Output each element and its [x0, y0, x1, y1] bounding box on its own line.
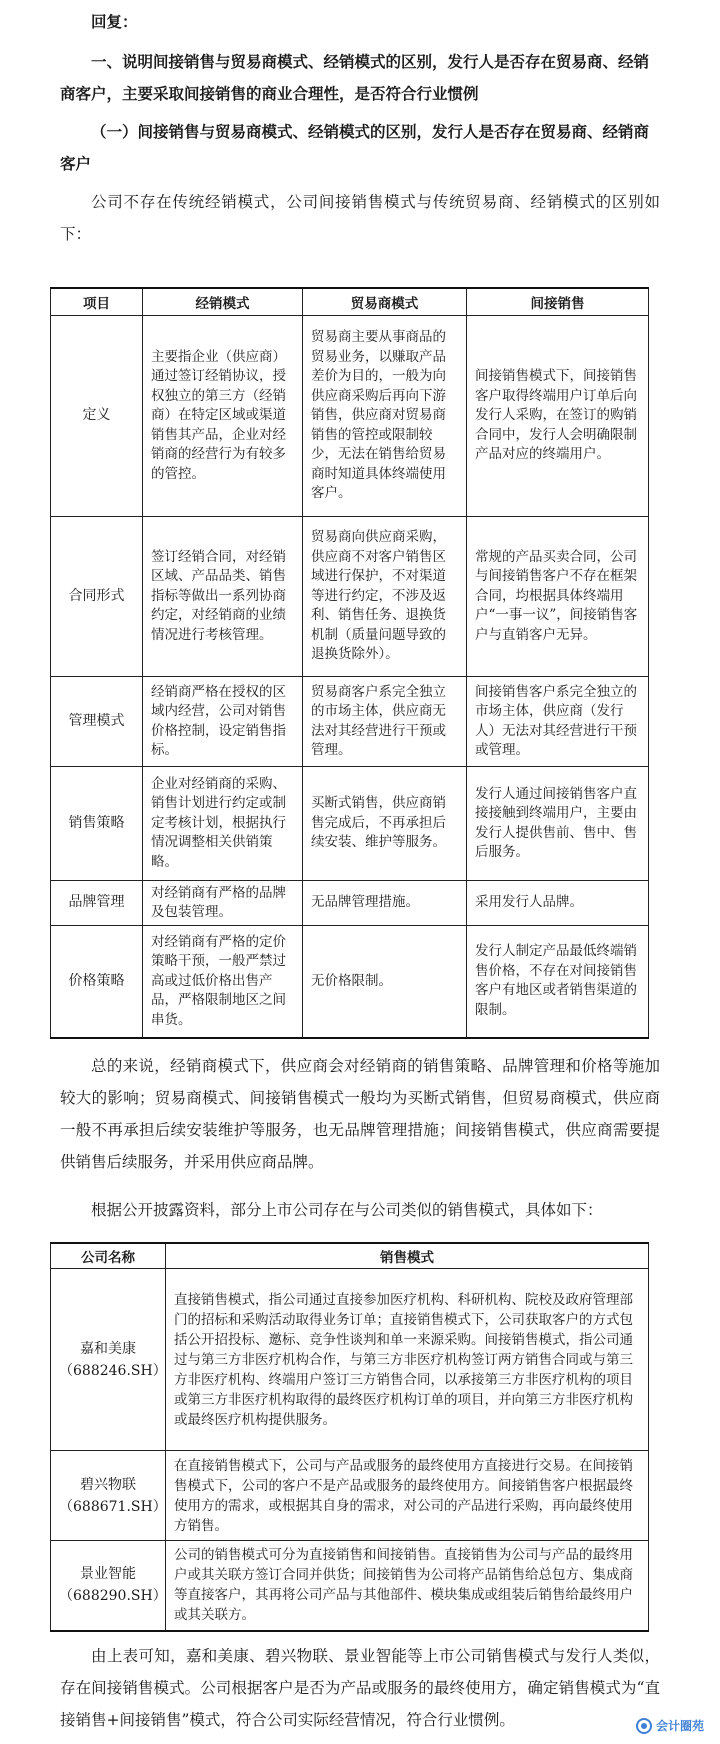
cell-trader: 贸易商客户系完全独立的市场主体，供应商无法对其经营进行干预或管理。: [303, 677, 467, 767]
header-distribution: 经销模式: [143, 288, 303, 316]
para-summary: 总的来说，经销商模式下，供应商会对经销商的销售策略、品牌管理和价格等施加较大的影响；贸易商模式、间接销售模式一般均为买断式销售，但贸易商模式，供应商一般不再承担后续安装维护等服务，也无品牌管理措施；间接销售模式，供应商需要提供销售后续服务，并采用供应商品牌。: [60, 1057, 660, 1171]
peer-companies-table: [50, 1242, 649, 1632]
company-cell: [51, 1269, 166, 1451]
cell-distribution: 企业对经销商的采购、销售计划进行约定或制定考核计划，根据执行情况调整相关供销策略。: [143, 767, 303, 881]
cell-distribution: 对经销商有严格的定价策略干预，一般严禁过高或过低价格出售产品，严格限制地区之间串货。: [143, 926, 303, 1038]
sales-model-desc: 在直接销售模式下，公司与产品或服务的最终使用方直接进行交易。在间接销售模式下，公司的客户不是产品或服务的最终使用方。间接销售客户根据最终使用方的需求，或根据其自身的需求，对公司的产品进行采购，再向最终使用方销售。: [166, 1451, 649, 1541]
comparison-table: [50, 287, 649, 1039]
header-sales-model: 销售模式: [166, 1243, 649, 1269]
heading-1: 一、说明间接销售与贸易商模式、经销模式的区别，发行人是否存在贸易商、经销商客户，主要采取间接销售的商业合理性，是否符合行业惯例: [60, 53, 650, 103]
table-row: [51, 1269, 649, 1451]
row-label: 合同形式: [51, 517, 143, 677]
table-row: [51, 677, 649, 767]
header-trader: 贸易商模式: [303, 288, 467, 316]
table-row: [51, 767, 649, 881]
row-label: 管理模式: [51, 677, 143, 767]
row-label: 价格策略: [51, 926, 143, 1038]
company-code: （688290.SH）: [59, 1588, 167, 1605]
sales-model-desc: 直接销售模式，指公司通过直接参加医疗机构、科研机构、院校及政府管理部门的招标和采购活动取得业务订单；直接销售模式下，公司获取客户的方式包括公开招投标、邀标、竞争性谈判和单一来源采购。间接销售模式，指公司通过与第三方非医疗机构合作，与第三方非医疗机构签订两方销售合同或与第三方非医疗机构、终端用户签订三方销售合同，以承接第三方非医疗机构的项目或第三方非医疗机构取得的最终医疗机构订单的项目，并向第三方非医疗机构或最终医疗机构提供服务。: [166, 1269, 649, 1451]
company-code: （688671.SH）: [59, 1498, 167, 1515]
cell-indirect: 常规的产品买卖合同，公司与间接销售客户不存在框架合同，均根据具体终端用户“一事一议”，间接销售客户与直销客户无异。: [467, 517, 649, 677]
company-cell: [51, 1451, 166, 1541]
cell-indirect: 采用发行人品牌。: [467, 881, 649, 926]
company-name: 景业智能: [80, 1566, 136, 1583]
cell-indirect: 发行人通过间接销售客户直接接触到终端用户，主要由发行人提供售前、售中、售后服务。: [467, 767, 649, 881]
cell-trader: 无品牌管理措施。: [303, 881, 467, 926]
header-company-name: 公司名称: [51, 1243, 166, 1269]
watermark-logo-icon: [636, 1718, 652, 1734]
watermark-text: 会计圈苑: [655, 1719, 704, 1733]
cell-indirect: 间接销售客户系完全独立的市场主体，供应商（发行人）无法对其经营进行干预或管理。: [467, 677, 649, 767]
watermark: [632, 1715, 708, 1736]
sales-model-desc: 公司的销售模式可分为直接销售和间接销售。直接销售为公司与产品的最终用户或其关联方签订合同并供货；间接销售为公司将产品销售给总包方、集成商等直接客户，其再将公司产品与其他部件、模块集成或组装后销售给最终用户或其关联方。: [166, 1541, 649, 1631]
cell-indirect: 发行人制定产品最低终端销售价格，不存在对间接销售客户有地区或者销售渠道的限制。: [467, 926, 649, 1038]
table-row: [51, 517, 649, 677]
cell-distribution: 对经销商有严格的品牌及包装管理。: [143, 881, 303, 926]
reply-label: 回复：: [91, 13, 138, 31]
header-item: 项目: [51, 288, 143, 316]
table-row: [51, 1541, 649, 1631]
company-cell: [51, 1541, 166, 1631]
row-label: 销售策略: [51, 767, 143, 881]
row-label: 品牌管理: [51, 881, 143, 926]
row-label: 定义: [51, 316, 143, 517]
comparison-table-header: [51, 288, 649, 316]
heading-1-1: （一）间接销售与贸易商模式、经销模式的区别，发行人是否存在贸易商、经销商客户: [60, 123, 650, 173]
table-row: [51, 316, 649, 517]
peer-table-header: [51, 1243, 649, 1269]
header-indirect: 间接销售: [467, 288, 649, 316]
cell-distribution: 主要指企业（供应商）通过签订经销协议，授权独立的第三方（经销商）在特定区域或渠道销售其产品，企业对经销商的经营行为有较多的管控。: [143, 316, 303, 517]
company-name: 嘉和美康: [80, 1340, 136, 1357]
table-row: [51, 881, 649, 926]
cell-trader: 无价格限制。: [303, 926, 467, 1038]
table-row: [51, 926, 649, 1038]
company-code: （688246.SH）: [59, 1362, 167, 1379]
para-intro: 公司不存在传统经销模式，公司间接销售模式与传统贸易商、经销模式的区别如下：: [60, 193, 660, 243]
para-conclusion: 由上表可知，嘉和美康、碧兴物联、景业智能等上市公司销售模式与发行人类似，存在间接销售模式。公司根据客户是否为产品或服务的最终使用方，确定销售模式为“直接销售+间接销售”模式，符合公司实际经营情况，符合行业惯例。: [60, 1647, 660, 1729]
cell-distribution: 签订经销合同，对经销区域、产品品类、销售指标等做出一系列协商约定，对经销商的业绩情况进行考核管理。: [143, 517, 303, 677]
cell-trader: 贸易商主要从事商品的贸易业务，以赚取产品差价为目的，一般为向供应商采购后再向下游销售，供应商对贸易商销售的管控或限制较少，无法在销售给贸易商时知道具体终端使用客户。: [303, 316, 467, 517]
cell-distribution: 经销商严格在授权的区域内经营，公司对销售价格控制，设定销售指标。: [143, 677, 303, 767]
cell-trader: 买断式销售，供应商销售完成后，不再承担后续安装、维护等服务。: [303, 767, 467, 881]
table-row: [51, 1451, 649, 1541]
cell-indirect: 间接销售模式下，间接销售客户取得终端用户订单后向发行人采购，在签订的购销合同中，发行人会明确限制产品对应的终端用户。: [467, 316, 649, 517]
cell-trader: 贸易商向供应商采购，供应商不对客户销售区域进行保护，不对渠道等进行约定，不涉及返利、销售任务、退换货机制（质量问题导致的退换货除外）。: [303, 517, 467, 677]
para-listed-companies: 根据公开披露资料，部分上市公司存在与公司类似的销售模式，具体如下：: [91, 1201, 603, 1219]
company-name: 碧兴物联: [80, 1476, 136, 1493]
